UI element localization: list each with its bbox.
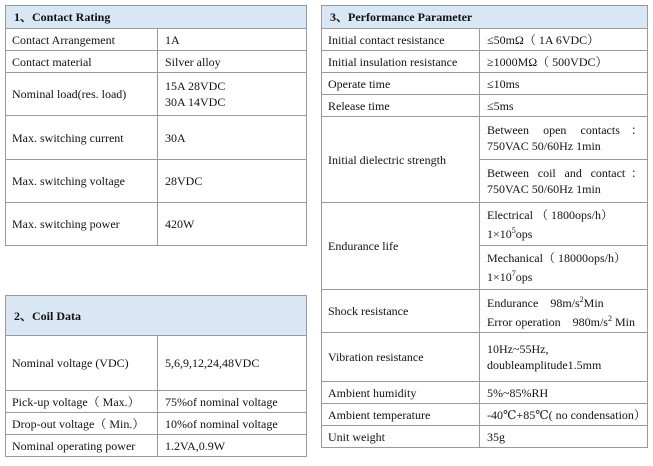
operate-time-label: Operate time <box>322 73 480 95</box>
mechanical-base: 1×10 <box>487 270 512 284</box>
dielectric-open-line: Between open contacts： <box>487 123 644 137</box>
unit-weight-label: Unit weight <box>322 426 480 448</box>
insulation-resistance-value: ≥1000MΩ（ 500VDC） <box>480 51 648 73</box>
endurance-electrical-rate: Electrical （ 1800ops/h） <box>487 207 613 222</box>
shock-endurance-suffix: Min <box>583 296 604 310</box>
contact-material-value: Silver alloy <box>158 51 307 73</box>
nominal-load-value <box>158 73 307 116</box>
dielectric-coil-contact <box>480 160 648 203</box>
pick-up-voltage-value: 75%of nominal voltage <box>158 391 307 413</box>
nominal-operating-power-label: Nominal operating power <box>6 435 158 457</box>
insulation-resistance-label: Initial insulation resistance <box>322 51 480 73</box>
shock-error-name: Error operation <box>487 315 561 329</box>
coil-data-table <box>5 295 307 457</box>
release-time-value: ≤5ms <box>480 95 648 117</box>
max-switching-current-value: 30A <box>158 116 307 160</box>
shock-endurance-name: Endurance <box>487 296 539 310</box>
shock-error-exponent: 2 <box>607 314 612 323</box>
ambient-humidity-value: 5%~85%RH <box>480 382 648 404</box>
max-switching-power-label: Max. switching power <box>6 203 158 246</box>
nominal-load-line: 30A 14VDC <box>165 95 226 109</box>
coil-data-heading: 2、Coil Data <box>6 296 307 336</box>
ambient-temperature-label: Ambient temperature <box>322 404 480 426</box>
shock-endurance-exponent: 2 <box>579 295 584 304</box>
dielectric-open-contacts <box>480 117 648 160</box>
nominal-operating-power-value: 1.2VA,0.9W <box>158 435 307 457</box>
shock-resistance-value <box>480 290 648 333</box>
max-switching-voltage-label: Max. switching voltage <box>6 160 158 203</box>
max-switching-current-label: Max. switching current <box>6 116 158 160</box>
shock-error-suffix: Min <box>611 315 635 329</box>
dielectric-coil-spec: 750VAC 50/60Hz 1min <box>487 182 601 196</box>
shock-error-value: 980m/s <box>572 315 608 329</box>
endurance-electrical-count <box>487 223 643 242</box>
ambient-temperature-value: -40℃+85℃( no condensation） <box>480 404 648 426</box>
electrical-base: 1×10 <box>487 226 512 241</box>
vibration-amplitude: doubleamplitude1.5mm <box>487 358 602 372</box>
endurance-mechanical-rate: Mechanical（ 18000ops/h） <box>487 251 626 265</box>
pick-up-voltage-label: Pick-up voltage（ Max.） <box>6 391 158 413</box>
contact-arrangement-label: Contact Arrangement <box>6 29 158 51</box>
dielectric-open-spec: 750VAC 50/60Hz 1min <box>487 139 601 153</box>
mechanical-exponent: 7 <box>511 269 516 278</box>
nominal-load-label: Nominal load(res. load) <box>6 73 158 116</box>
vibration-frequency: 10Hz~55Hz, <box>487 342 549 356</box>
electrical-exponent: 5 <box>511 225 516 235</box>
mechanical-unit: ops <box>515 270 533 284</box>
contact-rating-table <box>5 5 307 246</box>
nominal-load-line: 15A 28VDC <box>165 79 226 93</box>
max-switching-voltage-value: 28VDC <box>158 160 307 203</box>
electrical-unit: ops <box>515 226 533 241</box>
operate-time-value: ≤10ms <box>480 73 648 95</box>
unit-weight-value: 35g <box>480 426 648 448</box>
performance-table <box>321 5 648 448</box>
drop-out-voltage-label: Drop-out voltage（ Min.） <box>6 413 158 435</box>
contact-resistance-value: ≤50mΩ（ 1A 6VDC） <box>480 29 648 51</box>
contact-rating-heading: 1、Contact Rating <box>6 6 307 29</box>
ambient-humidity-label: Ambient humidity <box>322 382 480 404</box>
vibration-resistance-label: Vibration resistance <box>322 333 480 382</box>
vibration-resistance-value <box>480 333 648 382</box>
shock-endurance-line <box>487 292 643 311</box>
shock-resistance-label: Shock resistance <box>322 290 480 333</box>
dielectric-coil-line: Between coil and contact： <box>487 166 644 180</box>
performance-heading: 3、Performance Parameter <box>322 6 648 29</box>
contact-resistance-label: Initial contact resistance <box>322 29 480 51</box>
endurance-electrical <box>480 203 648 246</box>
nominal-voltage-label: Nominal voltage (VDC) <box>6 336 158 391</box>
shock-error-line <box>487 311 643 330</box>
endurance-life-label: Endurance life <box>322 203 480 290</box>
shock-endurance-value: 98m/s <box>550 296 580 310</box>
release-time-label: Release time <box>322 95 480 117</box>
contact-material-label: Contact material <box>6 51 158 73</box>
nominal-voltage-value: 5,6,9,12,24,48VDC <box>158 336 307 391</box>
max-switching-power-value: 420W <box>158 203 307 246</box>
drop-out-voltage-value: 10%of nominal voltage <box>158 413 307 435</box>
contact-arrangement-value: 1A <box>158 29 307 51</box>
dielectric-strength-label: Initial dielectric strength <box>322 117 480 203</box>
endurance-mechanical <box>480 246 648 290</box>
endurance-mechanical-count <box>487 266 643 285</box>
